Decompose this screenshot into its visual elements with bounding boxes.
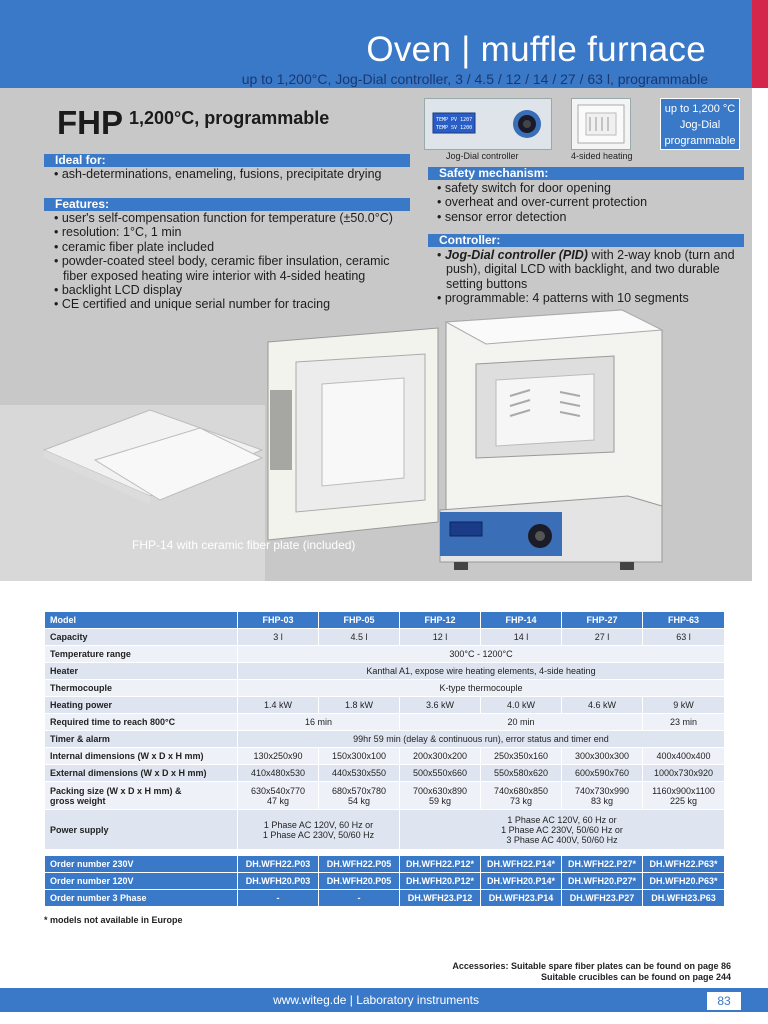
jog-dial-caption: Jog-Dial controller: [446, 151, 519, 161]
table-cell: 300x300x300: [562, 748, 643, 765]
jog-dial-controller-image: [424, 98, 552, 150]
row-label: Required time to reach 800°C: [45, 714, 238, 731]
header-cell: FHP-03: [238, 612, 319, 629]
table-cell: 27 l: [562, 629, 643, 646]
order-row-3phase: [45, 890, 725, 907]
footer-accent: [752, 988, 768, 1012]
table-cell: 16 min: [238, 714, 400, 731]
table-row: [45, 663, 725, 680]
table-row: [45, 782, 725, 810]
order-number: DH.WFH20.P12*: [400, 873, 481, 890]
footer-text: www.witeg.de | Laboratory instruments: [273, 993, 479, 1007]
table-cell: 680x570x780 54 kg: [319, 782, 400, 810]
table-row: [45, 646, 725, 663]
row-label: Thermocouple: [45, 680, 238, 697]
row-label: Capacity: [45, 629, 238, 646]
lcd-line-1: TEMP PV 1207: [436, 117, 473, 123]
page-title: Oven | muffle furnace: [366, 30, 706, 69]
table-cell: 700x630x890 59 kg: [400, 782, 481, 810]
page-number: 83: [706, 991, 742, 1011]
header-cell: FHP-12: [400, 612, 481, 629]
row-label: Order number 3 Phase: [45, 890, 238, 907]
table-cell: 300°C - 1200°C: [238, 646, 725, 663]
order-number: DH.WFH20.P27*: [562, 873, 643, 890]
table-header-row: [45, 612, 725, 629]
row-label: Internal dimensions (W x D x H mm): [45, 748, 238, 765]
badge-line-3: programmable: [664, 135, 736, 147]
furnace-photo: [0, 300, 752, 581]
row-label: Temperature range: [45, 646, 238, 663]
order-number: DH.WFH20.P14*: [481, 873, 562, 890]
table-cell: 440x530x550: [319, 765, 400, 782]
order-number: DH.WFH23.P63: [643, 890, 725, 907]
product-subtitle: 1,200°C, programmable: [129, 108, 330, 128]
table-cell: 130x250x90: [238, 748, 319, 765]
page-subtitle: up to 1,200°C, Jog-Dial controller, 3 / 4.5 / 12 / 14 / 27 / 63 l, programmable: [241, 71, 708, 87]
table-cell: 9 kW: [643, 697, 725, 714]
table-cell: 740x730x990 83 kg: [562, 782, 643, 810]
table-row: [45, 765, 725, 782]
accessories-note: Accessories: Suitable spare fiber plates can be found on page 86 Suitable crucibles can be found on page 244: [452, 961, 731, 982]
order-number: DH.WFH20.P05: [319, 873, 400, 890]
table-cell: 4.6 kW: [562, 697, 643, 714]
order-row-120v: [45, 873, 725, 890]
table-cell: 630x540x770 47 kg: [238, 782, 319, 810]
footnote: * models not available in Europe: [44, 915, 183, 925]
list-item: • safety switch for door opening: [437, 181, 611, 195]
table-cell: 1 Phase AC 120V, 60 Hz or 1 Phase AC 230V, 50/60 Hz or 3 Phase AC 400V, 50/60 Hz: [400, 810, 725, 850]
controller-panel-icon: [425, 99, 551, 149]
table-cell: 12 l: [400, 629, 481, 646]
order-number: DH.WFH22.P03: [238, 856, 319, 873]
lcd-line-2: TEMP SV 1200: [436, 125, 473, 131]
order-number: DH.WFH23.P14: [481, 890, 562, 907]
photo-caption: FHP-14 with ceramic fiber plate (included): [132, 538, 356, 552]
table-cell: 550x580x620: [481, 765, 562, 782]
row-label: Timer & alarm: [45, 731, 238, 748]
list-item: • powder-coated steel body, ceramic fiber insulation, ceramic fiber exposed heating wire interior with 4-sided heating: [54, 254, 390, 283]
table-row: [45, 810, 725, 850]
controller-list: [437, 248, 747, 306]
ideal-for-list: [54, 167, 414, 181]
list-item: • backlight LCD display: [54, 283, 183, 298]
row-label: Heater: [45, 663, 238, 680]
row-label: Power supply: [45, 810, 238, 850]
row-label: Heating power: [45, 697, 238, 714]
table-row: [45, 697, 725, 714]
row-label: Order number 120V: [45, 873, 238, 890]
header-cell: FHP-63: [643, 612, 725, 629]
table-cell: 4.5 l: [319, 629, 400, 646]
row-label: Order number 230V: [45, 856, 238, 873]
controller-heading: Controller:: [428, 234, 744, 247]
ideal-for-heading: Ideal for:: [44, 154, 410, 167]
list-item: • user's self-compensation function for temperature (±50.0°C): [54, 211, 393, 225]
table-cell: 400x400x400: [643, 748, 725, 765]
badge-line-1: up to 1,200 °C: [664, 103, 736, 115]
table-cell: 3.6 kW: [400, 697, 481, 714]
features-list: [54, 211, 414, 312]
table-row: [45, 748, 725, 765]
order-number: DH.WFH23.P12: [400, 890, 481, 907]
badge-line-2: Jog-Dial: [679, 119, 721, 131]
table-cell: 1000x730x920: [643, 765, 725, 782]
table-cell: 20 min: [400, 714, 643, 731]
header-accent: [752, 0, 768, 88]
list-item: • overheat and over-current protection: [437, 195, 648, 210]
table-row: [45, 714, 725, 731]
table-row: [45, 629, 725, 646]
table-cell: 150x300x100: [319, 748, 400, 765]
header-cell: Model: [45, 612, 238, 629]
table-cell: Kanthal A1, expose wire heating elements, 4-side heating: [238, 663, 725, 680]
header-cell: FHP-05: [319, 612, 400, 629]
order-number: DH.WFH23.P27: [562, 890, 643, 907]
list-item: • resolution: 1°C, 1 min: [54, 225, 182, 240]
order-number: DH.WFH20.P03: [238, 873, 319, 890]
order-number: DH.WFH22.P05: [319, 856, 400, 873]
features-heading: Features:: [44, 198, 410, 211]
table-cell: 4.0 kW: [481, 697, 562, 714]
table-cell: 410x480x530: [238, 765, 319, 782]
table-cell: 1160x900x1100 225 kg: [643, 782, 725, 810]
table-row: [45, 731, 725, 748]
order-number: DH.WFH22.P27*: [562, 856, 643, 873]
order-row-230v: [45, 856, 725, 873]
product-name: FHP: [57, 104, 123, 141]
table-cell: 500x550x660: [400, 765, 481, 782]
table-cell: 200x300x200: [400, 748, 481, 765]
table-cell: 1.4 kW: [238, 697, 319, 714]
order-number: DH.WFH22.P12*: [400, 856, 481, 873]
table-cell: 1.8 kW: [319, 697, 400, 714]
table-cell: K-type thermocouple: [238, 680, 725, 697]
list-item: • programmable: 4 patterns with 10 segments: [437, 291, 689, 306]
table-cell: 600x590x760: [562, 765, 643, 782]
list-item: • Jog-Dial controller (PID) with 2-way knob (turn and push), digital LCD with backlight, and two durable setting buttons: [437, 248, 735, 291]
row-label: External dimensions (W x D x H mm): [45, 765, 238, 782]
row-label: Packing size (W x D x H mm) & gross weight: [45, 782, 238, 810]
list-item: • ceramic fiber plate included: [54, 239, 215, 254]
safety-list: [437, 181, 747, 224]
heating-chamber-image: [571, 98, 631, 150]
list-item: • CE certified and unique serial number for tracing: [54, 297, 331, 312]
header-cell: FHP-14: [481, 612, 562, 629]
table-row: [45, 680, 725, 697]
order-number: -: [319, 890, 400, 907]
table-cell: 740x680x850 73 kg: [481, 782, 562, 810]
table-cell: 63 l: [643, 629, 725, 646]
safety-heading: Safety mechanism:: [428, 167, 744, 180]
table-cell: 3 l: [238, 629, 319, 646]
specifications-table: [44, 611, 725, 907]
table-cell: 23 min: [643, 714, 725, 731]
order-number: -: [238, 890, 319, 907]
table-cell: 99hr 59 min (delay & continuous run), error status and timer end: [238, 731, 725, 748]
list-item: • ash-determinations, enameling, fusions, precipitate drying: [54, 167, 382, 181]
table-cell: 250x350x160: [481, 748, 562, 765]
heating-caption: 4-sided heating: [571, 151, 633, 161]
feature-badge: [660, 98, 740, 150]
chamber-icon: [572, 99, 630, 149]
order-number: DH.WFH22.P14*: [481, 856, 562, 873]
table-cell: 14 l: [481, 629, 562, 646]
order-number: DH.WFH20.P63*: [643, 873, 725, 890]
list-item: • sensor error detection: [437, 209, 567, 224]
table-cell: 1 Phase AC 120V, 60 Hz or 1 Phase AC 230V, 50/60 Hz: [238, 810, 400, 850]
header-cell: FHP-27: [562, 612, 643, 629]
order-number: DH.WFH22.P63*: [643, 856, 725, 873]
